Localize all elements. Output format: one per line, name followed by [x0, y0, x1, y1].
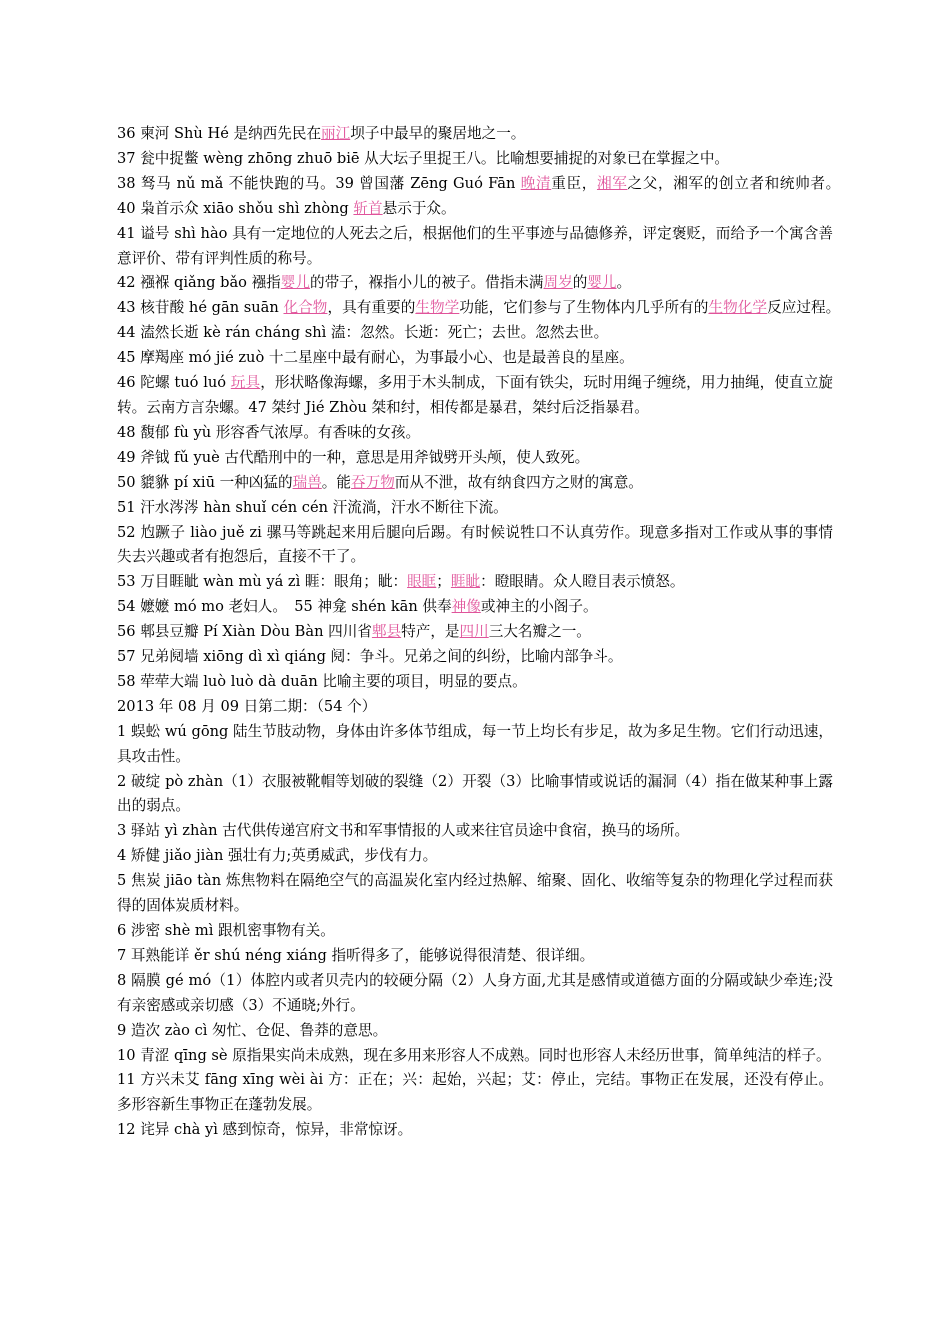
hyperlink[interactable]: 生物学	[415, 299, 460, 317]
entry-text: 57 兄弟阋墙 xiōng dì xì qiáng 阋：争斗。兄弟之间的纠纷，比喻内部争斗。	[117, 648, 623, 666]
entry-text: 42 襁褓 qiǎng bǎo 襁指	[117, 274, 281, 292]
entry-paragraph	[117, 770, 833, 820]
entry-text: 。	[616, 274, 632, 292]
hyperlink[interactable]: 丽江	[321, 125, 351, 142]
entry-paragraph	[117, 1019, 833, 1044]
entry-paragraph	[117, 819, 833, 844]
entry-text: 重臣，	[551, 174, 597, 192]
entry-paragraph	[117, 172, 848, 222]
entry-paragraph	[117, 645, 833, 670]
entry-paragraph	[117, 1044, 833, 1069]
entry-text: 1 蜈蚣 wú gōng 陆生节肢动物，身体由许多体节组成，每一节上均长有步足，故为多足生物。它们行动迅速，具攻击性。	[117, 722, 833, 765]
entry-paragraph	[117, 471, 833, 496]
entry-text: 三大名瓣之一。	[488, 623, 591, 641]
entry-paragraph	[117, 1068, 833, 1118]
entry-text: 10 青涩 qīng sè 原指果实尚未成熟，现在多用来形容人不成熟。同时也形容人未经历世事，简单纯洁的样子。	[117, 1046, 831, 1064]
hyperlink[interactable]: 化合物	[283, 299, 328, 317]
entry-text: 之父，湘军的创立者和统帅者。 40 枭首示众 xiāo shǒu shì zhòng	[117, 174, 848, 217]
hyperlink[interactable]: 晚清	[520, 174, 552, 192]
entry-text: 49 斧钺 fǔ yuè 古代酷刑中的一种，意思是用斧钺劈开头颅，使人致死。	[117, 448, 590, 466]
entry-paragraph	[117, 919, 833, 944]
entry-text: 58 荦荦大端 luò luò dà duān 比喻主要的项目，明显的要点。	[117, 672, 527, 690]
entry-paragraph	[117, 570, 833, 595]
hyperlink[interactable]: 神像	[451, 598, 481, 616]
entry-text: 6 涉密 shè mì 跟机密事物有关。	[117, 922, 335, 939]
entry-text: 坝子中最早的聚居地之一。	[350, 125, 526, 142]
entry-text: 7 耳熟能详 ěr shú néng xiáng 指听得多了，能够说得很清楚、很详细。	[117, 946, 595, 964]
hyperlink[interactable]: 瑞兽	[292, 473, 322, 491]
entry-text: 36 柬河 Shù Hé 是纳西先民在	[117, 125, 322, 142]
entry-paragraph	[117, 122, 833, 147]
entry-paragraph	[117, 1118, 833, 1143]
entry-paragraph	[117, 496, 833, 521]
entry-text: 5 焦炭 jiāo tàn 炼焦物料在隔绝空气的高温炭化室内经过热解、缩聚、固化、收缩等复杂的物理化学过程而获得的固体炭质材料。	[117, 872, 833, 915]
entry-text: 或神主的小阁子。	[480, 598, 598, 616]
entry-text: ，具有重要的	[327, 299, 416, 317]
entry-text: 54 嬷嬷 mó mo 老妇人。 55 神龛 shén kān 供奉	[117, 598, 452, 616]
entry-text: 37 瓮中捉鳖 wèng zhōng zhuō biē 从大坛子里捉王八。比喻想要捕捉的对象已在掌握之中。	[117, 149, 730, 167]
hyperlink[interactable]: 玩具	[230, 374, 261, 392]
entry-text: 12 诧异 chà yì 感到惊奇，惊异，非常惊讶。	[117, 1121, 413, 1139]
entry-text: 反应过程。 44 溘然长逝 kè rán cháng shì 溘：忽然。长逝：死亡；去世。忽然去世。	[117, 299, 848, 342]
entry-text: 的带子，褓指小儿的被子。借指未满	[309, 274, 544, 292]
entry-text: ：瞪眼睛。众人瞪目表示愤怒。	[480, 573, 685, 591]
entry-paragraph	[117, 346, 833, 371]
entry-paragraph	[117, 620, 833, 645]
entry-paragraph	[117, 296, 848, 346]
entry-paragraph	[117, 446, 833, 471]
entry-text: 2 破绽 pò zhàn（1）衣服被靴帽等划破的裂缝（2）开裂（3）比喻事情或说话的漏洞（4）指在做某种事上露出的弱点。	[117, 772, 833, 815]
entry-paragraph	[117, 147, 833, 172]
entry-text: 的	[572, 274, 588, 292]
entry-paragraph	[117, 421, 833, 446]
entry-text: 9 造次 zào cì 匆忙、仓促、鲁莽的意思。	[117, 1021, 388, 1039]
entry-paragraph	[117, 371, 833, 421]
entry-paragraph	[117, 944, 833, 969]
entry-text: 11 方兴未艾 fāng xīng wèi ài 方：正在；兴：起始，兴起；艾：停止，完结。事物正在发展，还没有停止。多形容新生事物正在蓬勃发展。	[117, 1071, 833, 1114]
entry-text: 特产，是	[401, 623, 460, 641]
hyperlink[interactable]: 婴儿	[280, 274, 310, 292]
entry-text: 53 万目睚眦 wàn mù yá zì 睚：眼角；眦：	[117, 573, 408, 591]
hyperlink[interactable]: 睚眦	[450, 573, 481, 591]
entry-text: 功能，它们参与了生物体内几乎所有的	[459, 299, 709, 317]
entry-text: 。能	[321, 473, 351, 491]
entry-paragraph	[117, 720, 833, 770]
entry-text: 而从不泄，故有纳食四方之财的寓意。	[394, 473, 643, 491]
hyperlink[interactable]: 湘军	[596, 174, 628, 192]
entry-text: 43 核苷酸 hé gān suān	[117, 299, 284, 317]
entry-paragraph	[117, 271, 833, 296]
hyperlink[interactable]: 吞万物	[351, 473, 395, 491]
entry-text: 4 矫健 jiǎo jiàn 强壮有力;英勇威武，步伐有力。	[117, 847, 438, 865]
entry-text: 46 陀螺 tuó luó	[117, 374, 231, 392]
entry-text: 2013 年 08 月 09 日第二期：（54 个）	[117, 697, 377, 715]
entry-paragraph	[117, 695, 833, 720]
hyperlink[interactable]: 婴儿	[587, 274, 617, 292]
hyperlink[interactable]: 周岁	[543, 274, 573, 292]
entry-paragraph	[117, 869, 833, 919]
entry-text: 38 驽马 nǔ mǎ 不能快跑的马。39 曾国藩 Zēng Guó Fān	[117, 174, 521, 192]
entry-paragraph	[117, 670, 833, 695]
hyperlink[interactable]: 四川	[459, 623, 489, 641]
hyperlink[interactable]: 郫县	[371, 623, 402, 641]
entry-paragraph	[117, 969, 833, 1019]
hyperlink[interactable]: 生物化学	[708, 299, 768, 317]
entry-text: 45 摩羯座 mó jié zuò 十二星座中最有耐心，为事最小心、也是最善良的星座。	[117, 349, 634, 367]
entry-text: 56 郫县豆瓣 Pí Xiàn Dòu Bàn 四川省	[117, 623, 372, 641]
entry-text: ，形状略像海螺，多用于木头制成，下面有铁尖，玩时用绳子缠绕，用力抽绳，使直立旋转。云南方言杂螺。47 桀纣 Jié Zhòu 桀和纣，相传都是暴君，桀纣后泛指暴君。	[117, 374, 833, 416]
hyperlink[interactable]: 眼眶	[407, 573, 437, 591]
hyperlink[interactable]: 斩首	[353, 199, 383, 217]
entry-paragraph	[117, 521, 833, 571]
entry-text: 48 馥郁 fù yù 形容香气浓厚。有香味的女孩。	[117, 423, 421, 441]
entry-paragraph	[117, 844, 833, 869]
entry-paragraph	[117, 595, 833, 620]
entry-text: 50 貔貅 pí xiū 一种凶猛的	[117, 473, 293, 491]
entry-text: 41 谥号 shì hào 具有一定地位的人死去之后，根据他们的生平事迹与品德修养，评定褒贬，而给予一个寓含善意评价、带有评判性质的称号。	[117, 224, 833, 267]
entry-text: 51 汗水涔涔 hàn shuǐ cén cén 汗流淌，汗水不断往下流。	[117, 498, 508, 516]
document-body	[117, 122, 848, 1143]
entry-text: 52 尥蹶子 liào juě zi 骡马等跳起来用后腿向后踢。有时候说牲口不认真劳作。现意多指对工作或从事的事情失去兴趣或者有抱怨后，直接不干了。	[117, 523, 833, 566]
entry-text: 悬示于众。	[382, 199, 456, 217]
entry-text: 8 隔膜 gé mó（1）体腔内或者贝壳内的较硬分隔（2）人身方面,尤其是感情或道德方面的分隔或缺少牵连;没有亲密感或亲切感（3）不通晓;外行。	[117, 971, 833, 1014]
entry-text: 3 驿站 yì zhàn 古代供传递宫府文书和军事情报的人或来往官员途中食宿，换马的场所。	[117, 822, 690, 840]
entry-text: ；	[436, 573, 451, 591]
entry-paragraph	[117, 222, 833, 272]
